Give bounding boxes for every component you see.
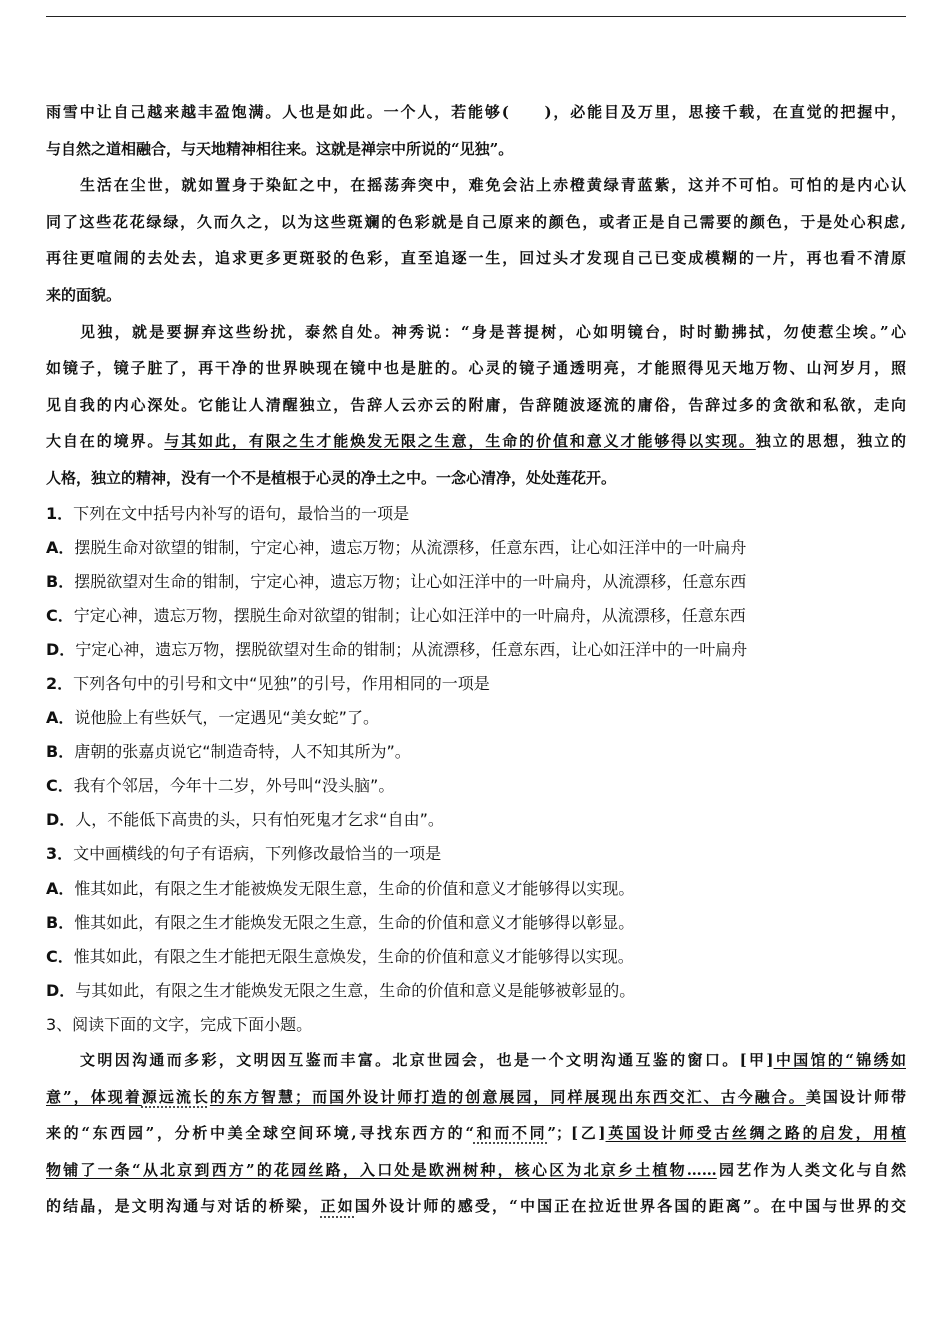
passage-line: 见独，就是要摒弃这些纷扰，泰然自处。神秀说：“身是菩提树，心如明镜台，时时勤拂拭，勿使惹尘埃。”心 xyxy=(80,322,906,341)
option-text: 摆脱生命对欲望的钳制，宁定心神，遗忘万物；从流漂移，任意东西，让心如汪洋中的一叶扁舟 xyxy=(74,537,747,557)
line-text: 来的“东西园”，分析中美全球空间环境,寻找东西方的“ xyxy=(46,1124,474,1143)
passage-2 xyxy=(46,1042,906,1225)
option-c xyxy=(46,599,906,633)
question-2 xyxy=(46,667,906,837)
option-letter: C． xyxy=(46,946,74,966)
question-number: 2． xyxy=(46,674,74,693)
passage-line xyxy=(46,1115,906,1152)
passage-line: 与自然之道相融合，与天地精神相往来。这就是禅宗中所说的“见独”。 xyxy=(46,139,514,158)
option-text: 宁定心神，遗忘万物，摆脱欲望对生命的钳制；从流漂移，任意东西，让心如汪洋中的一叶扁舟 xyxy=(75,639,748,659)
passage-line xyxy=(46,1188,906,1225)
option-a xyxy=(46,701,906,735)
option-letter: D． xyxy=(46,980,76,1000)
option-letter: B． xyxy=(46,912,75,932)
section-heading: 3、阅读下面的文字，完成下面小题。 xyxy=(46,1014,313,1034)
passage-line: 人格，独立的精神，没有一个不是植根于心灵的净土之中。一念心清净，处处莲花开。 xyxy=(46,468,617,487)
option-text: 说他脸上有些妖气，一定遇见“美女蛇”了。 xyxy=(74,708,379,728)
line-text: 园艺作为人类文化与自然 xyxy=(716,1160,906,1179)
passage-line xyxy=(46,423,906,460)
line-text: ”；[乙] xyxy=(547,1124,606,1143)
question-3 xyxy=(46,837,906,1007)
passage-line: 雨雪中让自己越来越丰盈饱满。人也是如此。一个人，若能够( )，必能目及万里，思接千载，在直觉的把握中， xyxy=(46,103,906,121)
option-text: 我有个邻居，今年十二岁，外号叫“没头脑”。 xyxy=(73,776,395,796)
option-text: 人，不能低下高贵的头，只有怕死鬼才乞求“自由”。 xyxy=(75,810,444,830)
passage-line: 见自我的内心深处。它能让人清醒独立，告辞人云亦云的附庸，告辞随波逐流的庸俗，告辞过多的贪欲和私欲，走向 xyxy=(46,395,906,414)
question-stem xyxy=(46,837,906,871)
option-text: 与其如此，有限之生才能焕发无限之生意，生命的价值和意义是能够被彰显的。 xyxy=(75,980,636,1000)
option-letter: B． xyxy=(46,742,75,762)
option-text: 惟其如此，有限之生才能被焕发无限生意，生命的价值和意义才能够得以实现。 xyxy=(74,878,635,898)
option-text: 摆脱欲望对生命的钳制，宁定心神，遗忘万物；让心如汪洋中的一叶扁舟，从流漂移，任意东西 xyxy=(74,571,747,591)
underlined-sentence: 中国馆的“锦绣如 xyxy=(773,1051,906,1070)
option-letter: D． xyxy=(46,810,76,830)
option-d xyxy=(46,633,906,667)
option-letter: A． xyxy=(46,537,75,557)
underlined-sentence: 物铺了一条“从北京到西方”的花园丝路，入口处是欧洲树种，核心区为北京乡土植物…… xyxy=(46,1160,717,1179)
question-number: 3． xyxy=(46,844,74,864)
option-letter: C． xyxy=(46,605,74,625)
option-letter: D． xyxy=(46,639,76,659)
underlined-sentence: 意”，体现着 xyxy=(46,1087,142,1106)
underlined-sentence: 的东方智慧；而国外设计师打造的创意展园，同样展现出东西交汇、古今融合。 xyxy=(209,1087,806,1106)
passage-line xyxy=(46,1042,906,1079)
passage-1 xyxy=(46,94,906,497)
passage-line: 如镜子，镜子脏了，再干净的世界映现在镜中也是脏的。心灵的镜子通透明亮，才能照得见天地万物、山河岁月，照 xyxy=(46,359,906,378)
question-stem xyxy=(46,667,906,701)
option-letter: C． xyxy=(46,776,74,796)
passage-line: 生活在尘世，就如置身于染缸之中，在摇荡奔突中，难免会沾上赤橙黄绿青蓝紫，这并不可怕。可怕的是内心认 xyxy=(80,176,906,195)
option-b xyxy=(46,906,906,940)
line-text: 文明因沟通而多彩，文明因互鉴而丰富。北京世园会，也是一个文明沟通互鉴的窗口。[甲] xyxy=(80,1051,774,1070)
question-text: 文中画横线的句子有语病，下列修改最恰当的一项是 xyxy=(73,844,442,864)
option-letter: B． xyxy=(46,571,75,591)
option-b xyxy=(46,735,906,769)
option-b xyxy=(46,565,906,599)
question-text: 下列各句中的引号和文中“见独”的引号，作用相同的一项是 xyxy=(73,674,490,693)
option-d xyxy=(46,974,906,1008)
line-text: 独立的思想，独立的 xyxy=(755,432,906,451)
line-text: 国外设计师的感受，“中国正在拉近世界各国的距离”。在中国与世界的交 xyxy=(354,1197,906,1216)
line-text: 的结晶，是文明沟通与对话的桥梁， xyxy=(46,1197,321,1216)
option-letter: A． xyxy=(46,878,75,898)
underlined-sentence: 与其如此，有限之生才能焕发无限之生意，生命的价值和意义才能够得以实现。 xyxy=(164,432,756,451)
option-a xyxy=(46,531,906,565)
line-text: 大自在的境界。 xyxy=(46,432,165,451)
line-text: 美国设计师带 xyxy=(805,1087,906,1106)
dotted-phrase: 和而不同 xyxy=(473,1124,548,1143)
question-number: 1． xyxy=(46,503,74,523)
document-body xyxy=(46,94,906,1225)
option-text: 惟其如此，有限之生才能把无限生意焕发，生命的价值和意义才能够得以实现。 xyxy=(73,946,634,966)
option-text: 唐朝的张嘉贞说它“制造奇特，人不知其所为”。 xyxy=(74,742,411,762)
header-rule xyxy=(46,16,906,17)
question-1 xyxy=(46,497,906,667)
passage-line xyxy=(46,1079,906,1116)
dotted-phrase: 源远流长 xyxy=(141,1087,210,1106)
option-d xyxy=(46,803,906,837)
question-text: 下列在文中括号内补写的语句，最恰当的一项是 xyxy=(73,503,410,523)
option-text: 惟其如此，有限之生才能焕发无限之生意，生命的价值和意义才能够得以彰显。 xyxy=(74,912,635,932)
dotted-phrase: 正如 xyxy=(320,1197,355,1216)
option-text: 宁定心神，遗忘万物，摆脱生命对欲望的钳制；让心如汪洋中的一叶扁舟，从流漂移，任意东西 xyxy=(73,605,746,625)
underlined-sentence: 英国设计师受古丝绸之路的启发，用植 xyxy=(605,1124,906,1143)
option-c xyxy=(46,769,906,803)
passage-line: 再往更喧闹的去处去，追求更多更斑驳的色彩，直至追逐一生，回过头才发现自己已变成模糊的一片，再也看不清原 xyxy=(46,249,906,268)
passage-line xyxy=(46,1152,906,1189)
question-stem xyxy=(46,497,906,531)
passage-line: 来的面貌。 xyxy=(46,285,122,304)
passage-line: 同了这些花花绿绿，久而久之，以为这些斑斓的色彩就是自己原来的颜色，或者正是自己需要的颜色，于是处心积虑, xyxy=(46,212,906,231)
option-letter: A． xyxy=(46,708,75,728)
option-c xyxy=(46,940,906,974)
option-a xyxy=(46,872,906,906)
